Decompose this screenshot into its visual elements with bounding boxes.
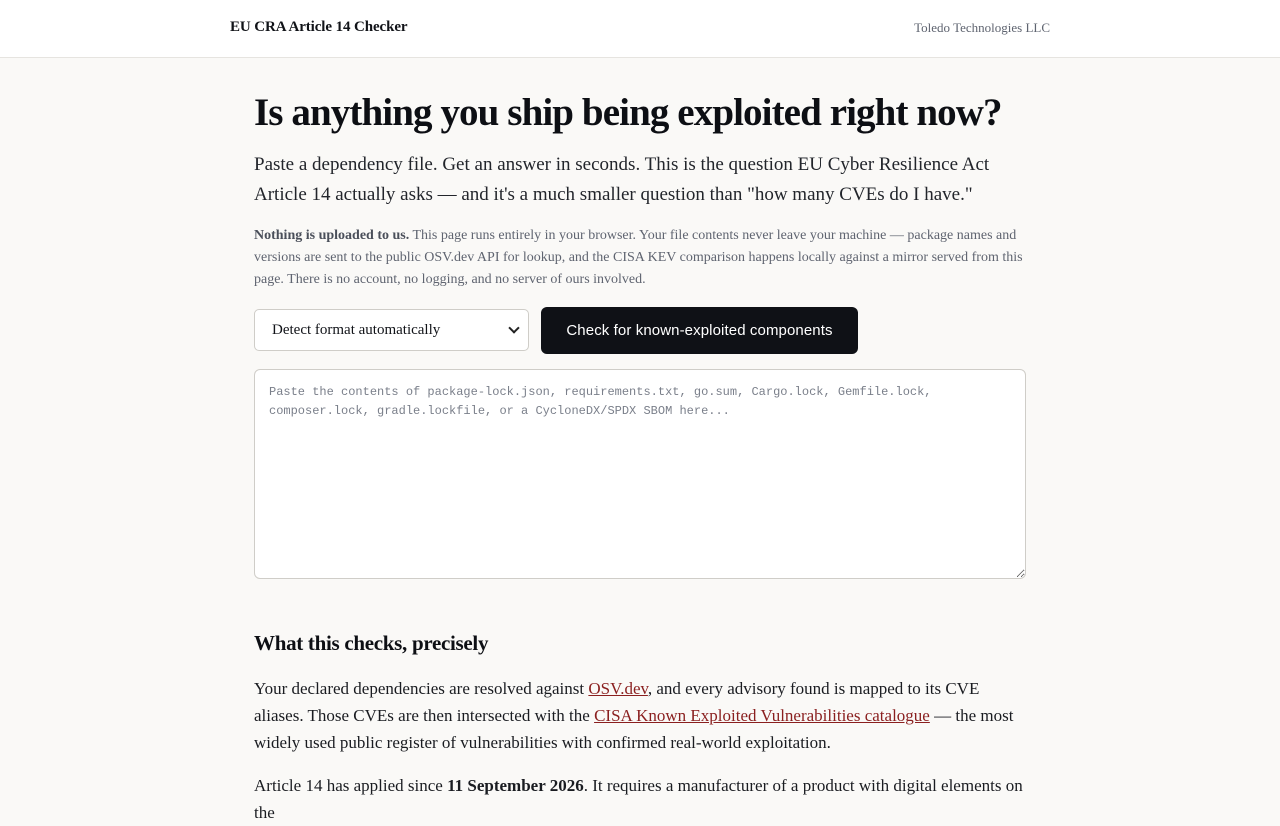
p2-text-before: Article 14 has applied since xyxy=(254,776,448,795)
chevron-down-icon xyxy=(508,322,519,333)
format-select[interactable] xyxy=(254,309,529,351)
section-paragraph-2 xyxy=(254,772,1026,826)
page-title: Is anything you ship being exploited right now? xyxy=(254,91,1002,134)
section-paragraph-1 xyxy=(254,675,1026,756)
p1-text-mid: , and every advisory found is mapped to its CVE aliases. Those CVEs are then intersected with the xyxy=(254,679,980,725)
format-select-value: Detect format automatically xyxy=(272,321,441,338)
privacy-notice-text: This page runs entirely in your browser. Your file contents never leave your machine — package names and versions are sent to the public OSV.dev API for lookup, and the CISA KEV comparison happens locally against a mirror served from this page. There is no account, no logging, and no server of ours involved. xyxy=(254,228,1023,287)
main-content xyxy=(254,58,1026,826)
section-heading: What this checks, precisely xyxy=(254,631,489,655)
check-button[interactable]: Check for known-exploited components xyxy=(541,307,858,354)
privacy-notice xyxy=(254,225,1026,291)
dependency-input[interactable] xyxy=(254,369,1026,579)
osv-link[interactable]: OSV.dev xyxy=(588,679,648,698)
company-link[interactable]: Toledo Technologies LLC xyxy=(914,20,1050,35)
p2-text-after: . It requires a manufacturer of a product with digital elements on the xyxy=(254,776,1023,822)
brand-link[interactable]: EU CRA Article 14 Checker xyxy=(230,19,408,35)
privacy-notice-bold: Nothing is uploaded to us. xyxy=(254,228,410,243)
p1-text-before: Your declared dependencies are resolved against xyxy=(254,679,589,698)
cisa-kev-link[interactable]: CISA Known Exploited Vulnerabilities catalogue xyxy=(594,706,930,725)
applicability-date: 11 September 2026 xyxy=(447,776,584,795)
controls-row xyxy=(254,307,1026,355)
lede-text: Paste a dependency file. Get an answer in seconds. This is the question EU Cyber Resilience Act Article 14 actually asks — and it's a much smaller question than "how many CVEs do I have." xyxy=(254,154,990,205)
p1-text-after: — the most widely used public register of vulnerabilities with confirmed real-world exploitation. xyxy=(254,706,1014,752)
top-bar xyxy=(0,0,1280,58)
